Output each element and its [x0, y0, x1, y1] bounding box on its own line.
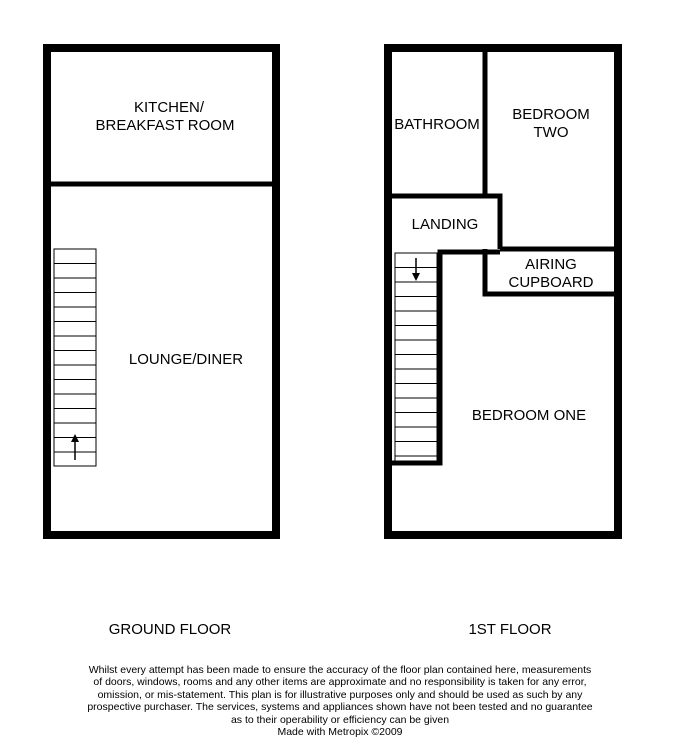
- room-label-kitchen-line2: BREAKFAST ROOM: [95, 117, 235, 134]
- first-floor-staircase: [395, 253, 437, 461]
- ground-floor-plan: [47, 48, 276, 535]
- room-label-bedroom-two-line2: TWO: [533, 124, 569, 141]
- room-label-airing-cupboard-line1: AIRING: [525, 256, 577, 273]
- room-label-bedroom-one: BEDROOM ONE: [471, 407, 587, 424]
- metropix-credit: Made with Metropix ©2009: [277, 726, 403, 739]
- room-label-bathroom: BATHROOM: [394, 116, 480, 133]
- room-label-lounge-diner: LOUNGE/DINER: [128, 351, 244, 368]
- staircase-outline: [395, 253, 437, 461]
- first-floor-plan: [388, 48, 618, 535]
- room-label-kitchen-line1: KITCHEN/: [133, 99, 205, 116]
- disclaimer-line: as to their operability or efficiency can be given: [230, 713, 450, 726]
- room-label-airing-cupboard-line2: CUPBOARD: [508, 274, 594, 291]
- staircase-outline: [54, 249, 96, 466]
- ground-floor-staircase: [54, 249, 96, 466]
- room-label-landing: LANDING: [411, 216, 479, 233]
- ground-floor-caption: GROUND FLOOR: [108, 621, 232, 638]
- disclaimer-line: prospective purchaser. The services, systems and appliances shown have not been tested and no guarantee: [87, 701, 593, 714]
- room-label-bedroom-two-line1: BEDROOM: [512, 106, 590, 123]
- disclaimer-line: omission, or mis-statement. This plan is for illustrative purposes only and should be used as such by any: [97, 688, 583, 701]
- disclaimer-line: of doors, windows, rooms and any other items are approximate and no responsibility is taken for any error,: [93, 676, 587, 689]
- disclaimer-text: [30, 664, 650, 738]
- disclaimer-line: Whilst every attempt has been made to ensure the accuracy of the floor plan contained here, measurements: [88, 664, 592, 676]
- first-floor-caption: 1ST FLOOR: [468, 621, 552, 638]
